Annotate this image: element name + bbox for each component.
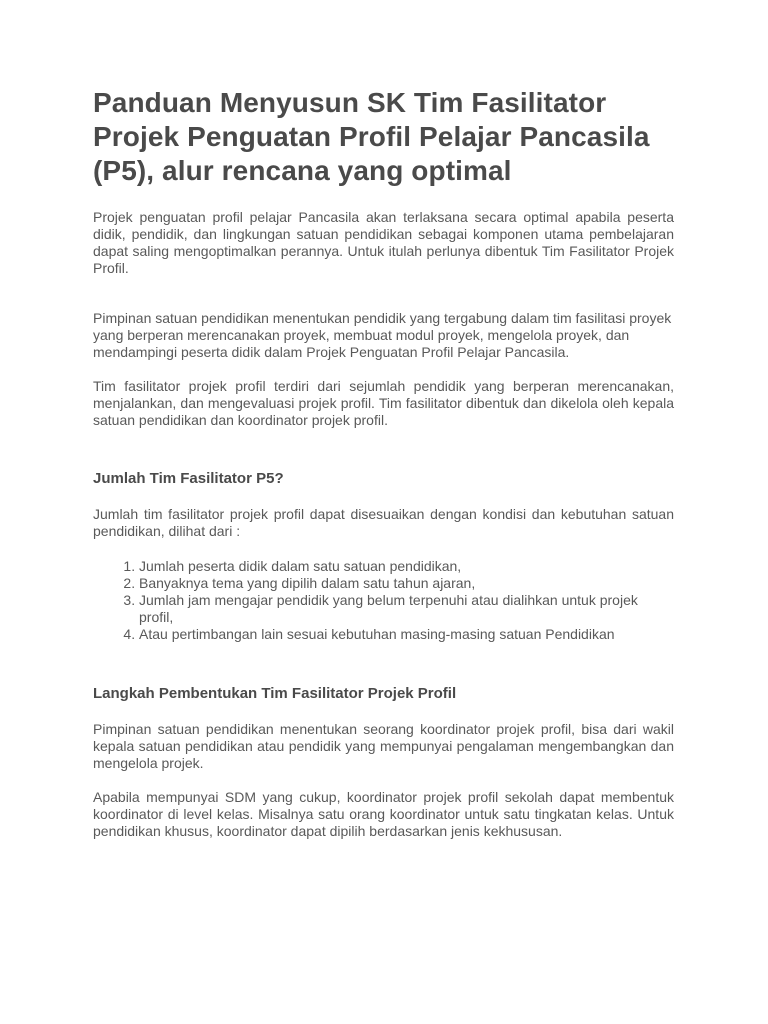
langkah-paragraph-1: Pimpinan satuan pendidikan menentukan seorang koordinator projek profil, bisa dari wakil kepala satuan pendidikan atau pendidik yang mempunyai pengalaman mengembangkan dan mengelola projek. [93,721,674,771]
list-item: 2. Banyaknya tema yang dipilih dalam satu tahun ajaran, [139,575,674,592]
jumlah-paragraph: Jumlah tim fasilitator projek profil dapat disesuaikan dengan kondisi dan kebutuhan satuan pendidikan, dilihat dari : [93,506,674,539]
list-item: 4. Atau pertimbangan lain sesuai kebutuhan masing-masing satuan Pendidikan [139,626,674,643]
document-title: Panduan Menyusun SK Tim Fasilitator Projek Penguatan Profil Pelajar Pancasila (P5), alur rencana yang optimal [93,87,650,186]
section-heading-jumlah: Jumlah Tim Fasilitator P5? [93,470,284,487]
jumlah-list [93,558,674,643]
section-heading-langkah: Langkah Pembentukan Tim Fasilitator Projek Profil [93,685,457,702]
tim-paragraph: Tim fasilitator projek profil terdiri dari sejumlah pendidik yang berperan merencanakan, menjalankan, dan mengevaluasi projek profil. Tim fasilitator dibentuk dan dikelola oleh kepala satuan pendidikan dan koordinator projek profil. [93,378,674,428]
pimpinan-paragraph: Pimpinan satuan pendidikan menentukan pendidik yang tergabung dalam tim fasilitasi proyek yang berperan merencanakan proyek, membuat modul proyek, mengelola proyek, dan mendampingi peserta didik dalam Projek Penguatan Profil Pelajar Pancasila. [93,310,672,360]
langkah-paragraph-2: Apabila mempunyai SDM yang cukup, koordinator projek profil sekolah dapat membentuk koordinator di level kelas. Misalnya satu orang koordinator untuk satu tingkatan kelas. Untuk pendidikan khusus, koordinator dapat dipilih berdasarkan jenis kekhususan. [93,789,674,839]
intro-paragraph: Projek penguatan profil pelajar Pancasila akan terlaksana secara optimal apabila peserta didik, pendidik, dan lingkungan satuan pendidikan sebagai komponen utama pembelajaran dapat saling mengoptimalkan perannya. Untuk itulah perlunya dibentuk Tim Fasilitator Projek Profil. [93,209,674,276]
list-item: 3. Jumlah jam mengajar pendidik yang belum terpenuhi atau dialihkan untuk projek profil, [139,592,674,626]
list-item: 1. Jumlah peserta didik dalam satu satuan pendidikan, [139,558,674,575]
document-page [93,86,674,840]
